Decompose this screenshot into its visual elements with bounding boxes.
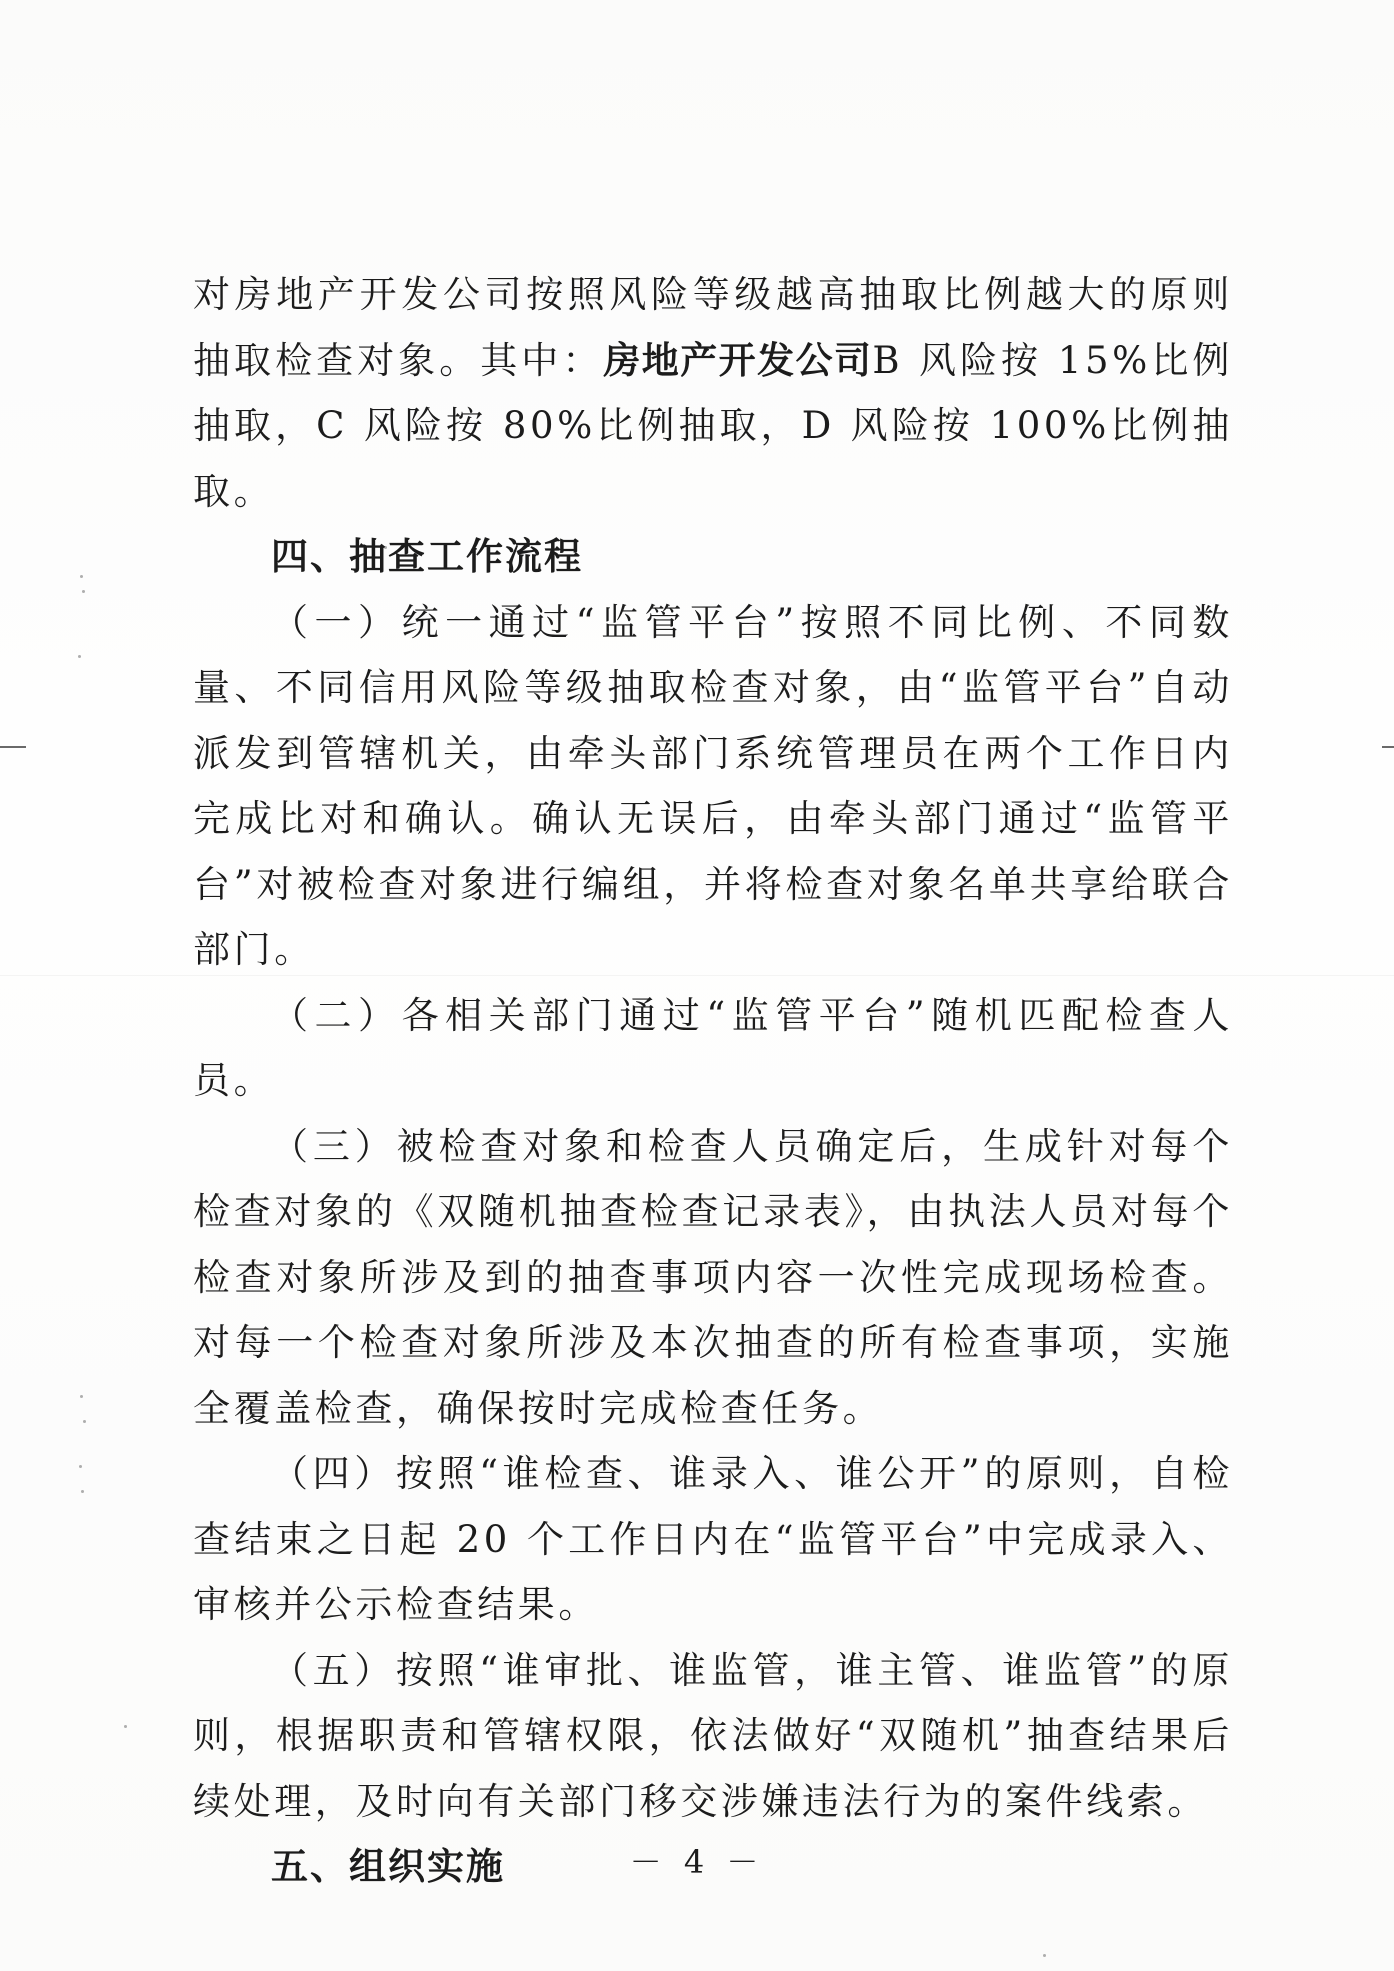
scan-edge-mark-right	[1382, 746, 1394, 748]
scan-speck	[80, 1395, 83, 1398]
scan-speck	[124, 1725, 127, 1728]
intro-text-a: 对房地产开发公司按照风险等级越高抽取比例越大的原则抽取检查对象。其中：	[193, 273, 1233, 382]
scan-speck	[82, 590, 85, 593]
scan-speck	[1043, 1954, 1046, 1957]
scan-speck	[79, 1465, 82, 1468]
scan-speck	[83, 1420, 86, 1423]
intro-paragraph	[193, 262, 1233, 524]
page-number: － 4 －	[629, 1843, 765, 1881]
intro-bold-term: 房地产开发公司	[603, 338, 873, 382]
process-item-1: （一）统一通过“监管平台”按照不同比例、不同数量、不同信用风险等级抽取检查对象，由“监管平台”自动派发到管辖机关，由牵头部门系统管理员在两个工作日内完成比对和确认。确认无误后，由牵头部门通过“监管平台”对被检查对象进行编组，并将检查对象名单共享给联合部门。	[193, 600, 1233, 971]
section-heading-process: 四、抽查工作流程	[271, 535, 583, 578]
process-item-5: （五）按照“谁审批、谁监管，谁主管、谁监管”的原则，根据职责和管辖权限，依法做好“双随机”抽查结果后续处理，及时向有关部门移交涉嫌违法行为的案件线索。	[193, 1648, 1233, 1823]
process-item-2: （二）各相关部门通过“监管平台”随机匹配检查人员。	[193, 993, 1233, 1102]
section-heading-implementation: 五、组织实施	[271, 1845, 505, 1888]
document-body	[193, 262, 1233, 1900]
process-item-3: （三）被检查对象和检查人员确定后，生成针对每个检查对象的《双随机抽查检查记录表》，由执法人员对每个检查对象所涉及到的抽查事项内容一次性完成现场检查。对每一个检查对象所涉及本次抽查的所有检查事项，实施全覆盖检查，确保按时完成检查任务。	[193, 1124, 1233, 1430]
scan-edge-mark-left	[0, 746, 26, 748]
scan-speck	[80, 575, 83, 578]
scan-speck	[78, 655, 81, 658]
process-item-4: （四）按照“谁检查、谁录入、谁公开”的原则，自检查结束之日起 20 个工作日内在“监管平台”中完成录入、审核并公示检查结果。	[193, 1452, 1233, 1626]
intro-text-b: B 风险按 15%比例抽取，C 风险按 80%比例抽取，D 风险按 100%比例抽取。	[193, 338, 1234, 513]
scan-speck	[81, 1490, 84, 1493]
